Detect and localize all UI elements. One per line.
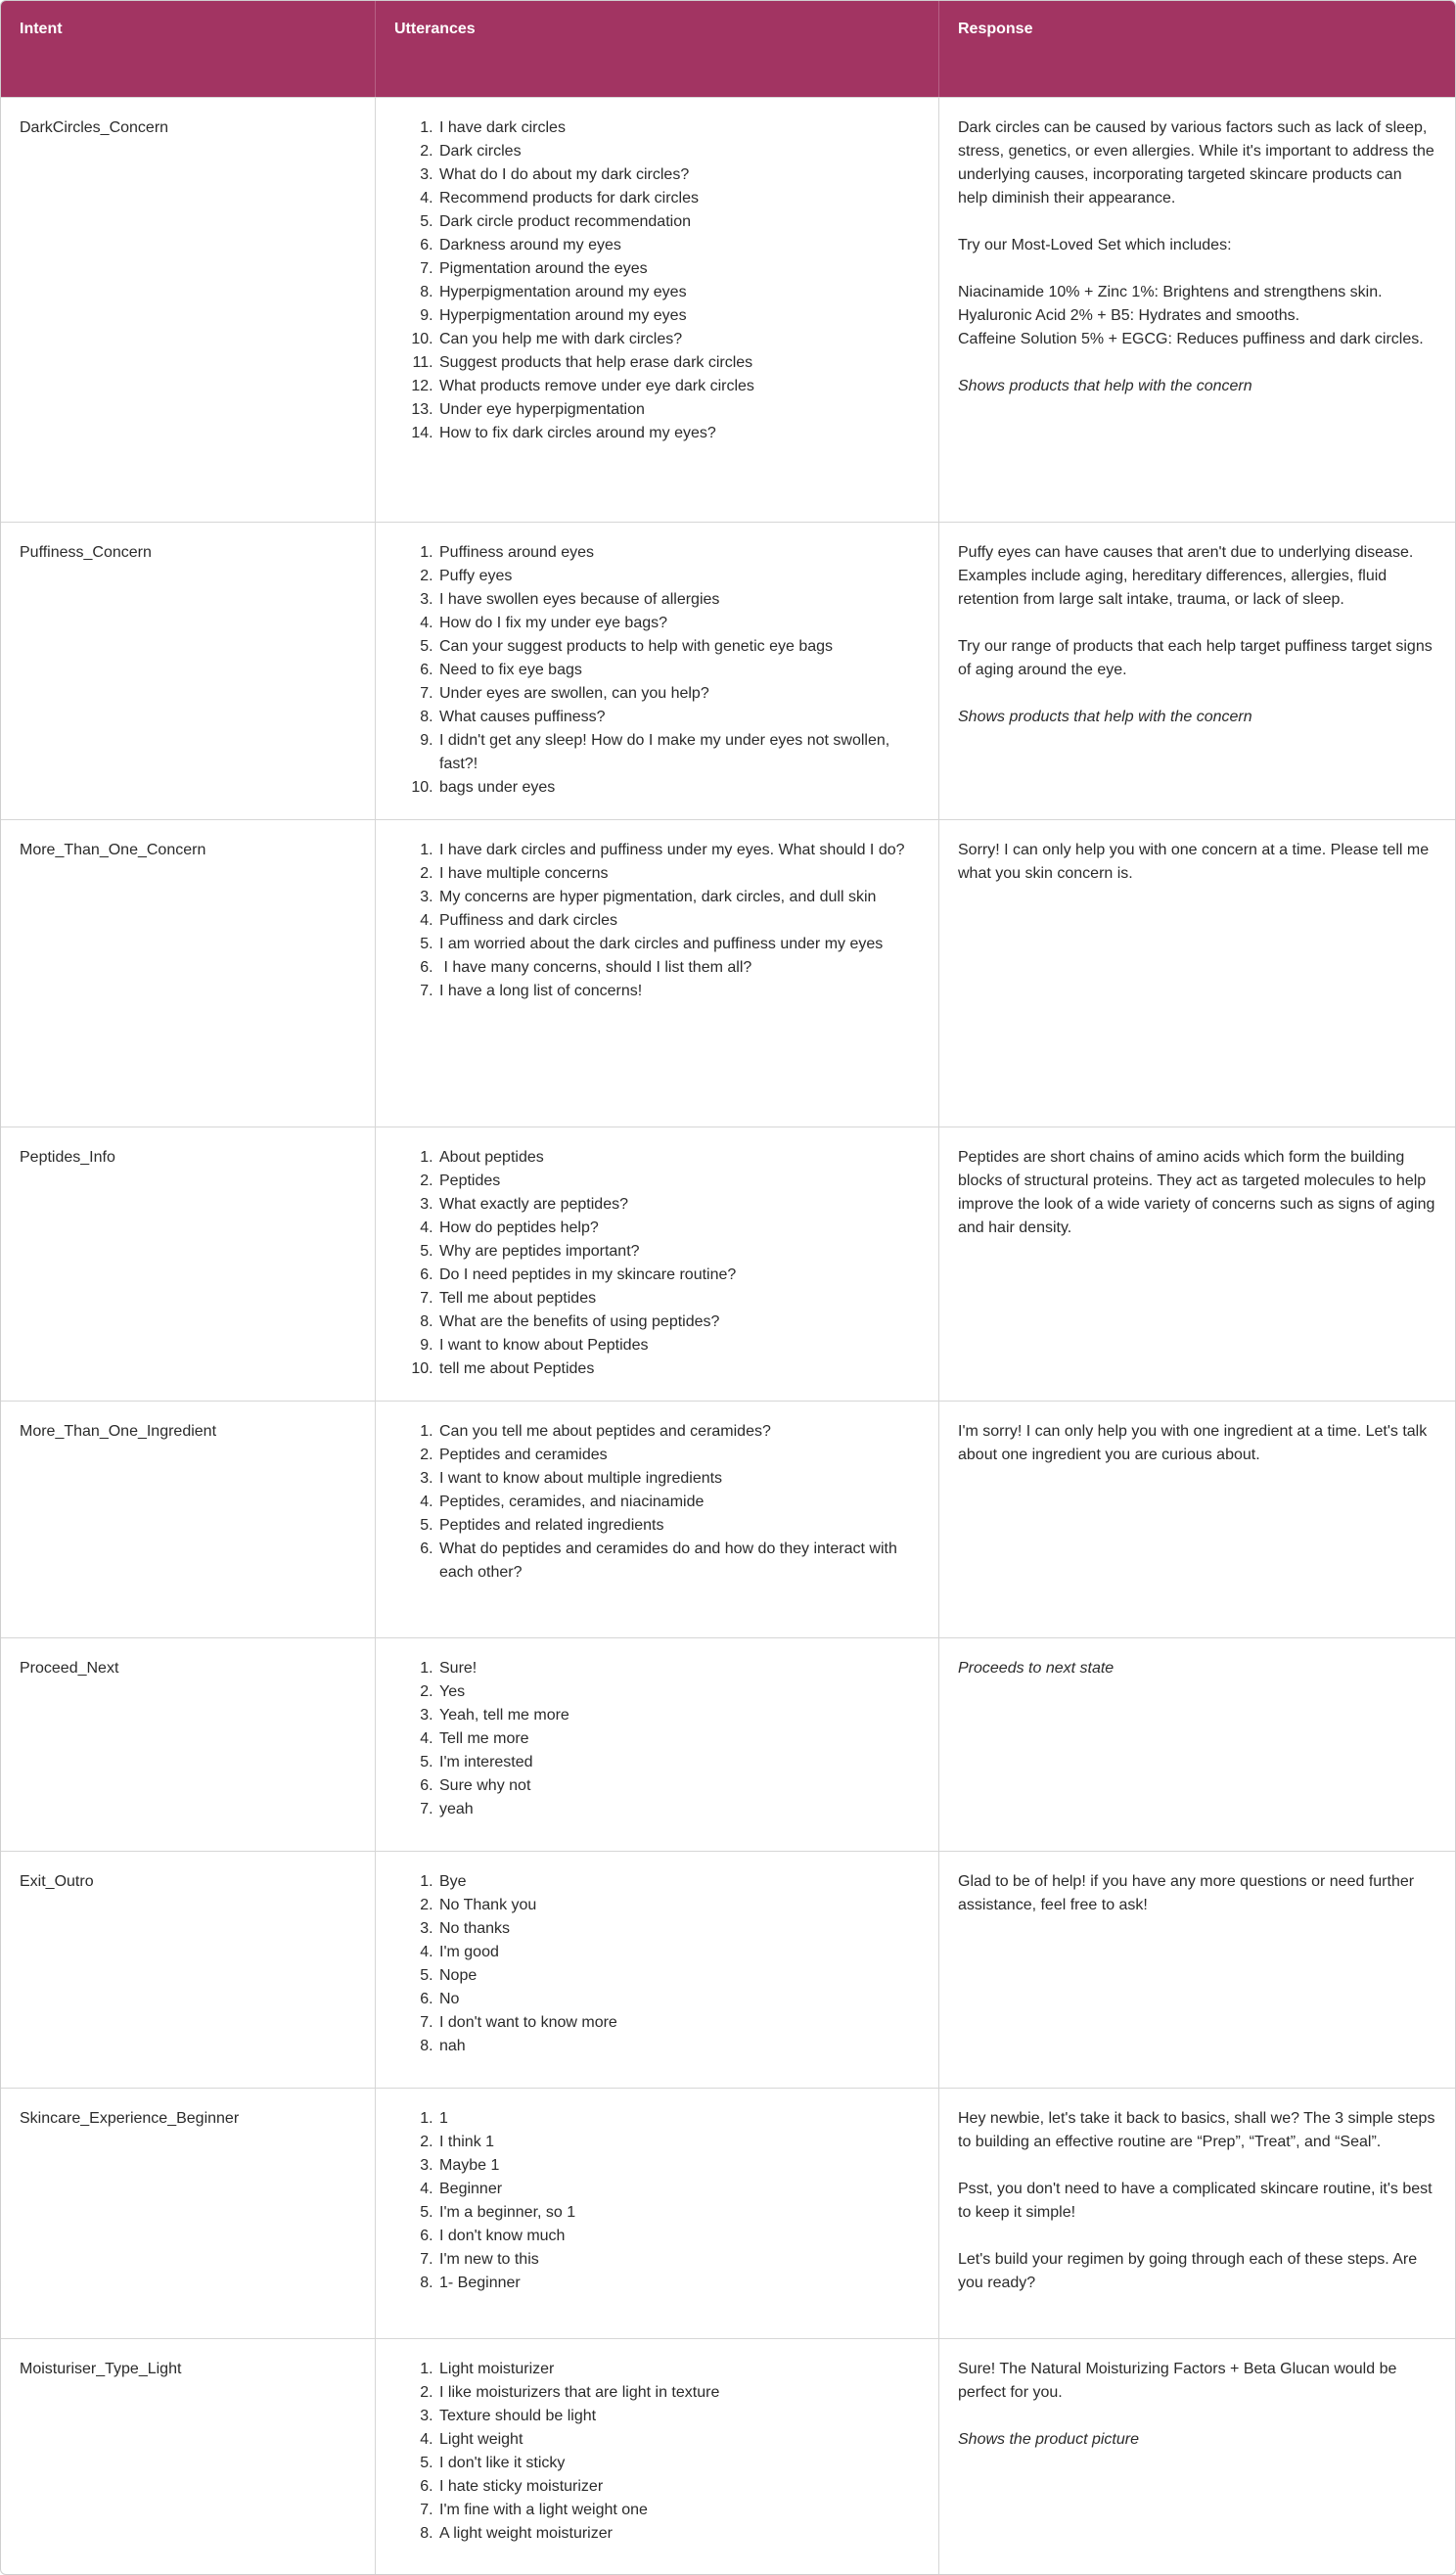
intent-cell: Peptides_Info — [1, 1127, 376, 1401]
utterance-item: 1. I have dark circles — [437, 116, 919, 140]
response-cell — [939, 820, 1455, 1127]
intent-cell: Skincare_Experience_Beginner — [1, 2089, 376, 2338]
table-row — [1, 1851, 1455, 2088]
intent-cell: DarkCircles_Concern — [1, 98, 376, 522]
response-cell — [939, 523, 1455, 819]
table-row — [1, 2088, 1455, 2338]
response-cell — [939, 2089, 1455, 2338]
utterance-item: 7. Pigmentation around the eyes — [437, 257, 919, 281]
utterance-list — [394, 1657, 919, 1821]
utterance-item: 7. I'm new to this — [437, 2248, 919, 2272]
intent-cell: Exit_Outro — [1, 1852, 376, 2088]
utterance-item: 3. Yeah, tell me more — [437, 1704, 919, 1727]
utterance-item: 5. Why are peptides important? — [437, 1240, 919, 1264]
response-paragraph: Sorry! I can only help you with one concern at a time. Please tell me what you skin concern is. — [958, 842, 1430, 882]
utterances-cell — [376, 523, 939, 819]
utterance-item: 9. I didn't get any sleep! How do I make my under eyes not swollen, fast?! — [437, 729, 919, 776]
utterance-item: 4. How do I fix my under eye bags? — [437, 612, 919, 635]
utterance-item: 2. I think 1 — [437, 2131, 919, 2154]
utterance-item: 3. Texture should be light — [437, 2405, 919, 2428]
utterance-list — [394, 1146, 919, 1381]
table-row — [1, 819, 1455, 1127]
response-paragraph: I'm sorry! I can only help you with one ingredient at a time. Let's talk about one ingredient you are curious about. — [958, 1423, 1428, 1463]
response-cell — [939, 1638, 1455, 1851]
utterance-list — [394, 1870, 919, 2058]
utterances-cell — [376, 820, 939, 1127]
utterance-item: 2. No Thank you — [437, 1894, 919, 1917]
utterance-item: 3. What do I do about my dark circles? — [437, 163, 919, 187]
utterances-cell — [376, 1638, 939, 1851]
utterance-item: 7. I have a long list of concerns! — [437, 980, 919, 1003]
utterance-item: 2. Peptides and ceramides — [437, 1444, 919, 1467]
utterances-cell — [376, 1402, 939, 1637]
utterance-item: 8. What causes puffiness? — [437, 706, 919, 729]
utterance-item: 9. Hyperpigmentation around my eyes — [437, 304, 919, 328]
table-row — [1, 522, 1455, 819]
utterance-item: 4. Beginner — [437, 2178, 919, 2201]
table-row — [1, 2338, 1455, 2574]
response-paragraph: Sure! The Natural Moisturizing Factors + Beta Glucan would be perfect for you. — [958, 2361, 1397, 2401]
utterance-item: 10. tell me about Peptides — [437, 1357, 919, 1381]
utterances-cell — [376, 2339, 939, 2574]
utterance-item: 3. No thanks — [437, 1917, 919, 1941]
utterance-item: 6. I hate sticky moisturizer — [437, 2475, 919, 2499]
utterance-item: 5. I am worried about the dark circles and puffiness under my eyes — [437, 933, 919, 956]
utterance-item: 2. Yes — [437, 1680, 919, 1704]
utterance-item: 4. Peptides, ceramides, and niacinamide — [437, 1491, 919, 1514]
utterance-item: 1. Can you tell me about peptides and ceramides? — [437, 1420, 919, 1444]
header-intent: Intent — [1, 1, 376, 97]
utterance-item: 5. I'm interested — [437, 1751, 919, 1774]
utterance-list — [394, 1420, 919, 1585]
response-paragraph: Let's build your regimen by going through each of these steps. Are you ready? — [958, 2251, 1418, 2291]
response-action-note: Shows the product picture — [958, 2431, 1139, 2448]
utterance-item: 8. A light weight moisturizer — [437, 2522, 919, 2546]
intent-cell: More_Than_One_Concern — [1, 820, 376, 1127]
intent-cell: Puffiness_Concern — [1, 523, 376, 819]
response-action-note: Shows products that help with the concern — [958, 378, 1252, 394]
utterance-item: 1. I have dark circles and puffiness under my eyes. What should I do? — [437, 839, 919, 862]
utterance-item: 3. I have swollen eyes because of allergies — [437, 588, 919, 612]
utterance-item: 4. Puffiness and dark circles — [437, 909, 919, 933]
utterance-item: 8. What are the benefits of using peptides? — [437, 1310, 919, 1334]
utterance-item: 1. Light moisturizer — [437, 2358, 919, 2381]
utterances-cell — [376, 1852, 939, 2088]
table-row — [1, 1401, 1455, 1637]
utterance-item: 5. Nope — [437, 1964, 919, 1988]
table-row — [1, 1127, 1455, 1401]
response-cell — [939, 2339, 1455, 2574]
utterance-item: 7. I don't want to know more — [437, 2011, 919, 2035]
utterance-item: 5. Peptides and related ingredients — [437, 1514, 919, 1538]
utterance-item: 1. About peptides — [437, 1146, 919, 1170]
utterance-item: 2. I like moisturizers that are light in texture — [437, 2381, 919, 2405]
utterance-item: 11. Suggest products that help erase dark circles — [437, 351, 919, 375]
utterance-list — [394, 541, 919, 800]
utterance-item: 2. I have multiple concerns — [437, 862, 919, 886]
response-paragraph: Glad to be of help! if you have any more questions or need further assistance, feel free to ask! — [958, 1873, 1415, 1913]
intent-cell: Proceed_Next — [1, 1638, 376, 1851]
utterance-item: 2. Dark circles — [437, 140, 919, 163]
header-response: Response — [958, 21, 1033, 37]
utterance-item: 8. Hyperpigmentation around my eyes — [437, 281, 919, 304]
response-cell — [939, 1402, 1455, 1637]
response-cell — [939, 98, 1455, 522]
utterance-item: 10. bags under eyes — [437, 776, 919, 800]
utterance-item: 1. Puffiness around eyes — [437, 541, 919, 565]
utterance-item: 3. I want to know about multiple ingredients — [437, 1467, 919, 1491]
response-action-note: Proceeds to next state — [958, 1660, 1115, 1677]
response-paragraph: Try our Most-Loved Set which includes: — [958, 237, 1232, 253]
utterance-item: 6. Need to fix eye bags — [437, 659, 919, 682]
response-paragraph: Try our range of products that each help target puffiness target signs of aging around the eye. — [958, 638, 1433, 678]
utterances-cell — [376, 1127, 939, 1401]
header-utterances: Utterances — [376, 1, 939, 97]
utterance-item: 8. nah — [437, 2035, 919, 2058]
utterance-item: 1. 1 — [437, 2107, 919, 2131]
utterance-item: 12. What products remove under eye dark circles — [437, 375, 919, 398]
utterance-item: 6. What do peptides and ceramides do and how do they interact with each other? — [437, 1538, 919, 1585]
utterance-item: 7. I'm fine with a light weight one — [437, 2499, 919, 2522]
response-paragraph: Hey newbie, let's take it back to basics, shall we? The 3 simple steps to building an effective routine are “Prep”, “Treat”, and “Seal”. — [958, 2110, 1435, 2150]
utterance-item: 2. Puffy eyes — [437, 565, 919, 588]
response-paragraph: Puffy eyes can have causes that aren't due to underlying disease. Examples include aging, hereditary differences, allergies, fluid retention from large salt intake, trauma, or lack of sleep. — [958, 544, 1414, 608]
utterance-item: 13. Under eye hyperpigmentation — [437, 398, 919, 422]
utterance-item: 4. I'm good — [437, 1941, 919, 1964]
intent-cell: Moisturiser_Type_Light — [1, 2339, 376, 2574]
utterance-item: 14. How to fix dark circles around my eyes? — [437, 422, 919, 445]
utterance-item: 5. I'm a beginner, so 1 — [437, 2201, 919, 2225]
utterance-list — [394, 839, 919, 1003]
utterance-item: 7. yeah — [437, 1798, 919, 1821]
table-row — [1, 97, 1455, 522]
utterance-list — [394, 2107, 919, 2295]
utterance-item: 3. What exactly are peptides? — [437, 1193, 919, 1217]
table-header — [1, 1, 1455, 97]
table-body — [1, 97, 1455, 2574]
response-paragraph: Niacinamide 10% + Zinc 1%: Brightens and strengthens skin. Hyaluronic Acid 2% + B5: Hydrates and smooths. Caffeine Solution 5% + EGCG: Reduces puffiness and dark circles. — [958, 284, 1424, 347]
utterance-item: 8. 1- Beginner — [437, 2272, 919, 2295]
utterance-item: 9. I want to know about Peptides — [437, 1334, 919, 1357]
utterance-item: 4. Tell me more — [437, 1727, 919, 1751]
response-cell — [939, 1127, 1455, 1401]
utterance-item: 6. Darkness around my eyes — [437, 234, 919, 257]
utterance-item: 4. How do peptides help? — [437, 1217, 919, 1240]
utterances-cell — [376, 2089, 939, 2338]
utterance-item: 6. I have many concerns, should I list them all? — [437, 956, 919, 980]
utterance-item: 6. I don't know much — [437, 2225, 919, 2248]
utterance-item: 6. Do I need peptides in my skincare routine? — [437, 1264, 919, 1287]
utterance-item: 6. No — [437, 1988, 919, 2011]
intent-cell: More_Than_One_Ingredient — [1, 1402, 376, 1637]
utterance-item: 5. Can your suggest products to help with genetic eye bags — [437, 635, 919, 659]
utterances-cell — [376, 98, 939, 522]
utterance-list — [394, 2358, 919, 2546]
utterance-item: 3. My concerns are hyper pigmentation, dark circles, and dull skin — [437, 886, 919, 909]
utterance-item: 4. Light weight — [437, 2428, 919, 2452]
utterance-item: 1. Bye — [437, 1870, 919, 1894]
utterance-item: 3. Maybe 1 — [437, 2154, 919, 2178]
utterance-item: 7. Tell me about peptides — [437, 1287, 919, 1310]
utterance-item: 4. Recommend products for dark circles — [437, 187, 919, 210]
response-action-note: Shows products that help with the concern — [958, 709, 1252, 725]
utterance-item: 10. Can you help me with dark circles? — [437, 328, 919, 351]
utterance-item: 5. Dark circle product recommendation — [437, 210, 919, 234]
response-paragraph: Psst, you don't need to have a complicated skincare routine, it's best to keep it simple! — [958, 2181, 1433, 2221]
utterance-item: 1. Sure! — [437, 1657, 919, 1680]
response-paragraph: Peptides are short chains of amino acids which form the building blocks of structural proteins. They act as targeted molecules to help improve the look of a wide variety of concerns such as signs of aging and hair density. — [958, 1149, 1435, 1236]
utterance-item: 6. Sure why not — [437, 1774, 919, 1798]
utterance-list — [394, 116, 919, 445]
utterance-item: 7. Under eyes are swollen, can you help? — [437, 682, 919, 706]
response-paragraph: Dark circles can be caused by various factors such as lack of sleep, stress, genetics, or even allergies. While it's important to address the underlying causes, incorporating targeted skincare products can help diminish their appearance. — [958, 119, 1434, 207]
response-cell — [939, 1852, 1455, 2088]
utterance-item: 5. I don't like it sticky — [437, 2452, 919, 2475]
utterance-item: 2. Peptides — [437, 1170, 919, 1193]
table-row — [1, 1637, 1455, 1851]
